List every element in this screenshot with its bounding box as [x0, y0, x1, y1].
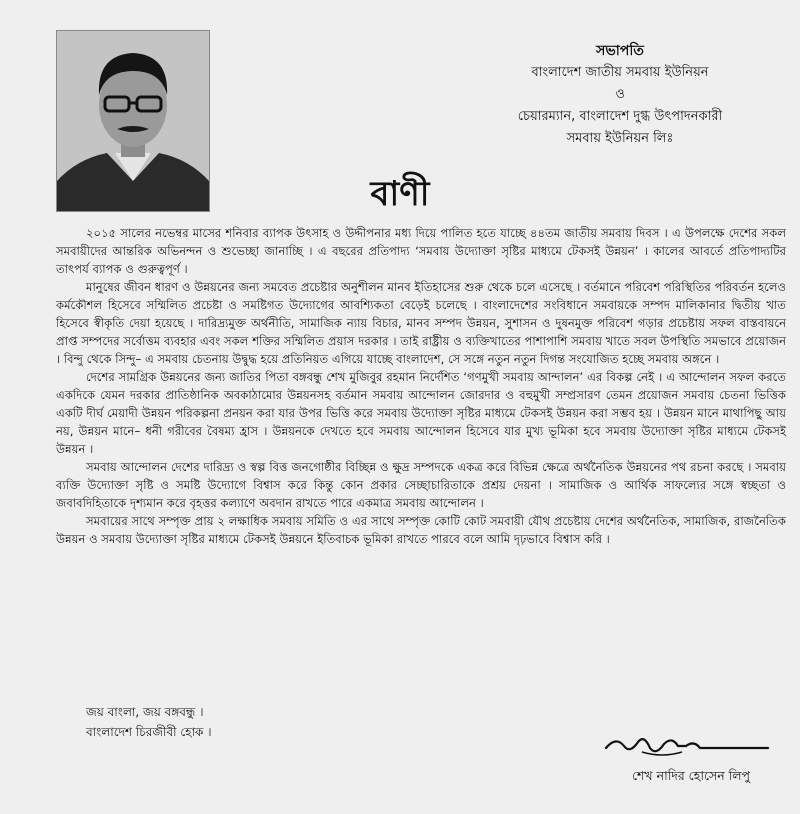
closing-lines	[86, 702, 212, 742]
closing-line-1: জয় বাংলা, জয় বঙ্গবন্ধু ।	[86, 705, 204, 719]
designation-header	[470, 40, 770, 150]
organization-1: বাংলাদেশ জাতীয় সমবায় ইউনিয়ন	[531, 65, 709, 80]
signature-graphic	[602, 730, 772, 760]
person-portrait-icon	[57, 31, 209, 211]
paragraph: দেশের সামগ্রিক উন্নয়নের জন্য জাতির পিতা বঙ্গবন্ধু শেখ মুজিবুর রহমান নির্দেশিত ‘গণমুখী সমবায় আন্দালন’ এর বিকল্প নেই । এ আন্দোলন সফল করতে একদিকে যেমন দরকার প্রাতিষ্ঠানিক অবকাঠামোর উন্নয়নসহ বর্তমান সমবায় আন্দোলন জোরদার ও বহুমুখী সম্প্রসারণ তেমন প্রয়োজন সমবায় চেতনা ভিত্তিক একটি দীর্ঘ মেয়াদী উন্নয়ন পরিকল্পনা প্রনয়ন করা যার উপর ভিত্তি করে সমবায় উদ্যোক্তা সৃষ্টির মাধ্যমে টেকসই উন্নয়ন করা সম্ভব হয় । উন্নয়ন মানে মাথাপিছু আয় নয়, উন্নয়ন মানে– ধনী গরীবের বৈষম্য হ্রাস । উন্নয়নকে দেখতে হবে সমবায় আন্দোলন হিসেবে যার মুখ্য ভূমিকা হবে সমবায় উদ্যোক্তা সৃষ্টির মাধ্যমে টেকসই উন্নয়ন ।	[56, 370, 786, 456]
portrait-photo	[56, 30, 210, 212]
paragraph: সমবায়ের সাথে সম্পৃক্ত প্রায় ২ লক্ষাধিক সমবায় সমিতি ও এর সাথে সম্পৃক্ত কোটি কোট সমবায়ী যৌথ প্রচেষ্টায় দেশের অর্থনৈতিক, সামাজিক, রাজনৈতিক উন্নয়ন ও সমবায় উদ্যোক্তা সৃষ্টির মাধ্যমে টেকসই উন্নয়নে ইতিবাচক ভূমিকা রাখতে পারবে বলে আমি দৃঢ়ভাবে বিশ্বাস করি ।	[56, 514, 786, 546]
designation-title: সভাপতি	[596, 43, 644, 59]
closing-line-2: বাংলাদেশ চিরজীবী হোক ।	[86, 725, 212, 739]
message-body	[56, 224, 786, 548]
paragraph: মানুষের জীবন ধারণ ও উন্নয়নের জন্য সমবেত প্রচেষ্টার অনুশীলন মানব ইতিহাসের শুরু থেকে চলে এসেছে । বর্তমানে পরিবেশ পরিস্থিতির পরিবর্তন হলেও কর্মকৌশল হিসেবে সম্মিলিত প্রচেষ্টা ও সমষ্টিগত উদ্যোগের আবশ্যিকতা বেড়েই চলেছে । বাংলাদেশের সংবিধানে সমবায়কে সম্পদ মালিকানার দ্বিতীয় খাত হিসেবে স্বীকৃতি দেয়া হয়েছে । দারিদ্র্যমুক্ত অর্থনীতি, সামাজিক ন্যায় বিচার, মানব সম্পদ উন্নয়ন, সুশাসন ও দুষনমুক্ত পরিবেশ গড়ার প্রচেষ্টায় সফল বাস্তবায়নে প্রাপ্ত সম্পদের সর্বোত্তম ব্যবহার এবং সকল শক্তির সম্মিলিত প্রয়াস দরকার । তাই রাষ্ট্রীয় ও ব্যক্তিখাতের পাশাপাশি সমবায় খাতে সবল উপস্থিতি সমভাবে প্রয়োজন । বিন্দু থেকে সিন্দু– এ সমবায় চেতনায় উদ্বুদ্ধ হয়ে প্রতিনিয়ত এগিয়ে যাচ্ছে বাংলাদেশ, সে সঙ্গে নতুন নতুন দিগন্ত সংযোজিত হচ্ছে সমবায় অঙ্গনে ।	[56, 280, 786, 366]
signer-name: শেখ নাদির হোসেন লিপু	[631, 768, 751, 783]
organization-2-line-1: চেয়ারম্যান, বাংলাদেশ দুগ্ধ উৎপাদনকারী	[517, 109, 723, 124]
page-title: বাণী	[370, 174, 430, 214]
conjunction: ও	[615, 87, 625, 102]
paragraph: ২০১৫ সালের নভেম্বর মাসের শনিবার ব্যাপক উৎসাহ ও উদ্দীপনার মধ্য দিয়ে পালিত হতে যাচ্ছে ৪৪তম জাতীয় সমবায় দিবস । এ উপলক্ষে দেশের সকল সমবায়ীদের আন্তরিক অভিনন্দন ও শুভেচ্ছা জানাচ্ছি । এ বছরের প্রতিপাদ্য ‘সমবায় উদ্যোক্তা সৃষ্টির মাধ্যমে টেকসই উন্নয়ন’ । কালের আবর্তে প্রতিপাদ্যটির তাৎপর্য ব্যাপক ও গুরুত্বপূর্ণ ।	[56, 226, 786, 276]
paragraph: সমবায় আন্দোলন দেশের দারিদ্র্য ও স্বল্প বিত্ত জনগোষ্ঠীর বিচ্ছিন্ন ও ক্ষুদ্র সম্পদকে একত্র করে বিভিন্ন ক্ষেত্রে অর্থনৈতিক উন্নয়নের পথ রচনা করছে । সমবায় ব্যক্তি উদ্যোক্তা সৃষ্টি ও সমষ্টি উদ্যোগে বিশ্বাস করে কিন্তু কোন প্রকার সেচ্ছাচারিতাকে প্রশ্রয় দেয়না । সামাজিক ও আর্থিক সাফল্যের সঙ্গে স্বচ্ছতা ও জবাবদিহিতাকে দৃশ্যমান করে বৃহত্তর কল্যাণে অবদান রাখতে পারে একমাত্র সমবায় আন্দোলন ।	[56, 460, 786, 510]
organization-2-line-2: সমবায় ইউনিয়ন লিঃ	[566, 131, 674, 146]
